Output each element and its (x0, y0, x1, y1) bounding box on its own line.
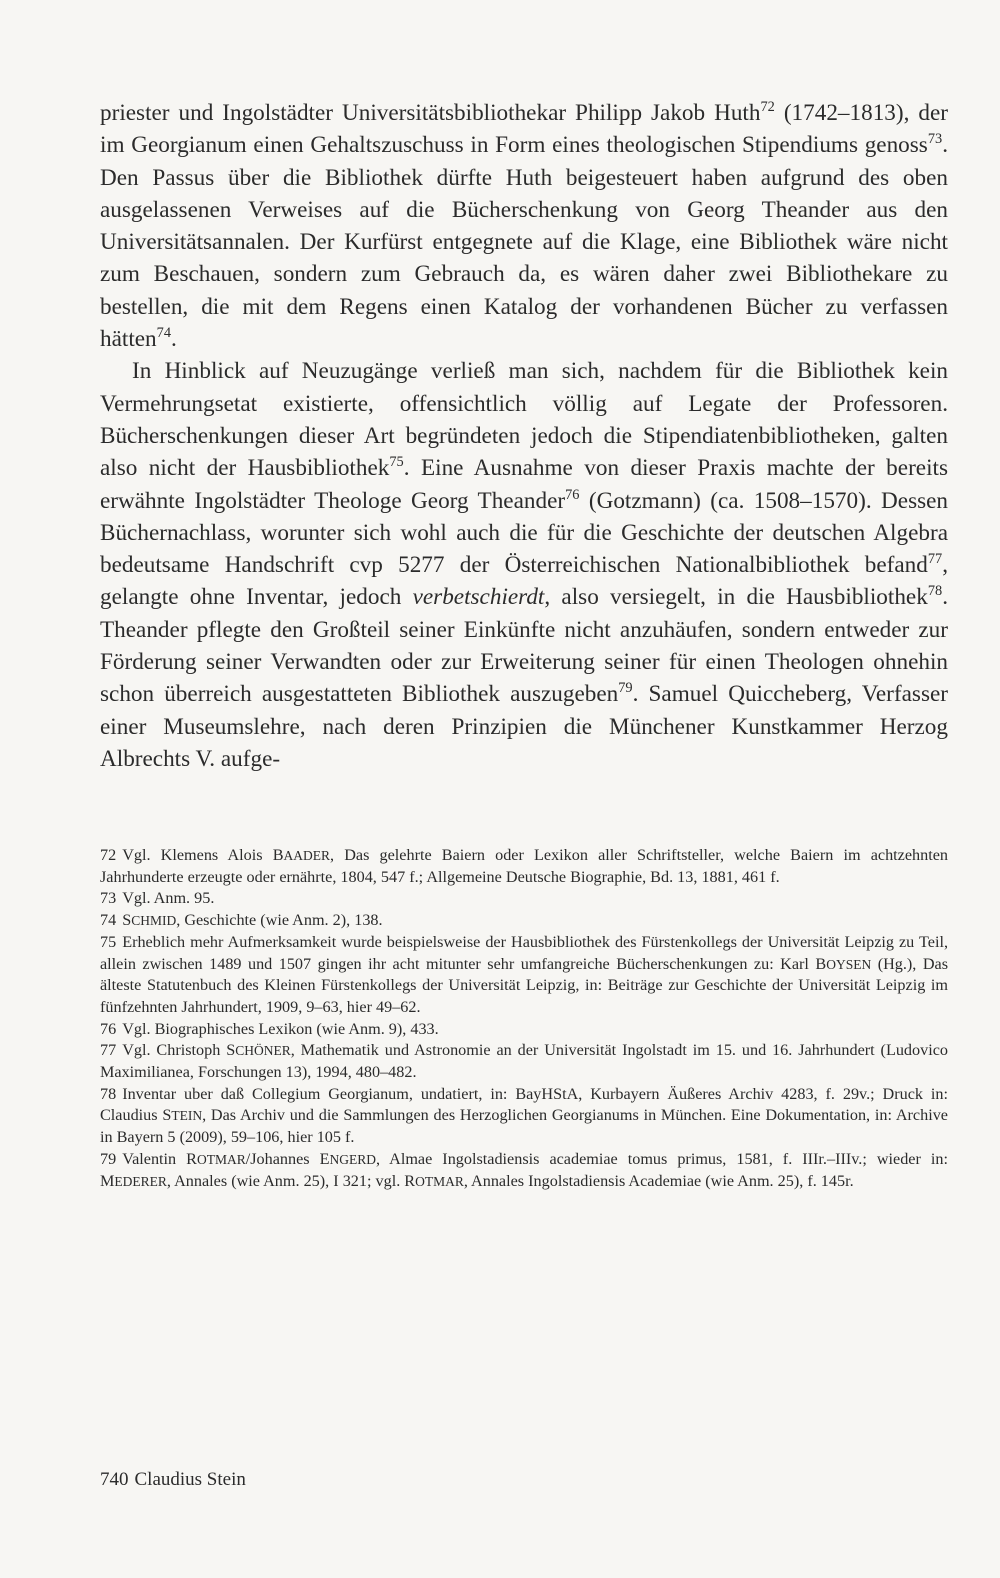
footnote-74 (100, 910, 948, 932)
footnote-text: Inventar uber daß Collegium Georgianum, undatiert, in: BayHStA, Kurbayern Äußeres Archiv 4283, f. 29v.; Druck in: Claudius STEIN, Das Archiv und die Sammlungen des Herzoglichen Georgianums in München. Eine Dokumentation, in: Archive in Bayern 5 (2009), 59–106, hier 105 f. (100, 1084, 948, 1147)
footnote-72 (100, 845, 948, 888)
footnote-text: SCHMID, Geschichte (wie Anm. 2), 138. (122, 911, 383, 930)
footnote-number: 78 (100, 1084, 117, 1103)
footnote-number: 76 (100, 1019, 117, 1038)
running-author: Claudius Stein (134, 1469, 246, 1490)
footnote-text: Vgl. Biographisches Lexikon (wie Anm. 9), 433. (122, 1019, 439, 1038)
footnote-number: 72 (100, 846, 117, 864)
paragraph-2: In Hinblick auf Neuzugänge verließ man sich, nachdem für die Bibliothek kein Vermehrungsetat existierte, offensichtlich völlig auf Legate der Professoren. Bücherschenkungen dieser Art begründeten jedoch die Stipendiatenbibliotheken, galten also nicht der Hausbibliothek$^{75}$. Eine Ausnahme von dieser Praxis machte der bereits erwähnte Ingolstädter Theologe Georg Theander$^{76}$ (Gotzmann) (ca. 1508–1570). Dessen Büchernachlass, worunter sich wohl auch die für die Geschichte der deutschen Algebra bedeutsame Handschrift cvp 5277 der Österreichischen Nationalbibliothek befand$^{77}$, gelangte ohne Inventar, jedoch verbetschierdt, also versiegelt, in die Hausbibliothek$^{78}$. Theander pflegte den Großteil seiner Einkünfte nicht anzuhäufen, sondern entweder zur Förderung seiner Verwandten oder zur Erweiterung seiner für einen Theologen ohnehin schon überreich ausgestatteten Bibliothek auszugeben$^{79}$. Samuel Quiccheberg, Verfasser einer Museumslehre, nach deren Prinzipien die Münchener Kunstkammer Herzog Albrechts V. aufge- (100, 358, 948, 772)
footnote-text: Vgl. Christoph SCHÖNER, Mathematik und Astronomie an der Universität Ingolstadt im 15. und 16. Jahrhundert (Ludovico Maximilianea, Forschungen 13), 1994, 480–482. (100, 1041, 948, 1082)
footnote-text: Valentin ROTMAR/Johannes ENGERD, Almae Ingolstadiensis academiae tomus primus, 1581, f. IIIr.–IIIv.; wieder in: MEDERER, Annales (wie Anm. 25), I 321; vgl. ROTMAR, Annales Ingolstadiensis Academiae (wie Anm. 25), f. 145r. (100, 1149, 948, 1190)
main-text (100, 97, 948, 775)
footnote-number: 77 (100, 1041, 117, 1060)
footnote-number: 75 (100, 932, 117, 951)
page-number: 740 (100, 1469, 129, 1490)
footnote-number: 73 (100, 889, 117, 908)
footnote-text: Vgl. Anm. 95. (122, 889, 215, 908)
paragraph-1: priester und Ingolstädter Universitätsbibliothekar Philipp Jakob Huth$^{72}$ (1742–1813), der im Georgianum einen Gehaltszuschuss in Form eines theologischen Stipendiums genoss$^{73}$. Den Passus über die Bibliothek dürfte Huth beigesteuert haben aufgrund des oben ausgelassenen Verweises auf die Bücherschenkung von Georg Theander aus den Universitätsannalen. Der Kurfürst entgegnete auf die Klage, eine Bibliothek wäre nicht zum Beschauen, sondern zum Gebrauch da, es wären daher zwei Bibliothekare zu bestellen, die mit dem Regens einen Katalog der vorhandenen Bücher zu verfassen hätten$^{74}$. (100, 99, 948, 353)
footnote-text: Vgl. Klemens Alois BAADER, Das gelehrte Baiern oder Lexikon aller Schriftsteller, welche Baiern im achtzehnten Jahrhunderte erzeugte oder ernährte, 1804, 547 f.; Allgemeine Deutsche Biographie, Bd. 13, 1881, 461 f. (100, 846, 948, 886)
footnote-75 (100, 932, 948, 1019)
footnote-text: Erheblich mehr Aufmerksamkeit wurde beispielsweise der Hausbibliothek des Fürstenkollegs der Universität Leipzig zu Teil, allein zwischen 1489 und 1507 gingen ihr acht mitunter sehr umfangreiche Bücherschenkungen zu: Karl BOYSEN (Hg.), Das älteste Statutenbuch des Kleinen Fürstenkollegs der Universität Leipzig, in: Beiträge zur Geschichte der Universität Leipzig im fünfzehnten Jahrhundert, 1909, 9–63, hier 49–62. (100, 932, 948, 1016)
footnote-number: 79 (100, 1149, 117, 1168)
footnote-number: 74 (100, 911, 117, 930)
footnote-78 (100, 1084, 948, 1149)
footnote-73 (100, 888, 948, 910)
footnote-76 (100, 1019, 948, 1041)
page-footer (100, 1468, 246, 1492)
footnotes (100, 845, 948, 1192)
footnote-77 (100, 1040, 948, 1083)
footnote-79 (100, 1149, 948, 1192)
